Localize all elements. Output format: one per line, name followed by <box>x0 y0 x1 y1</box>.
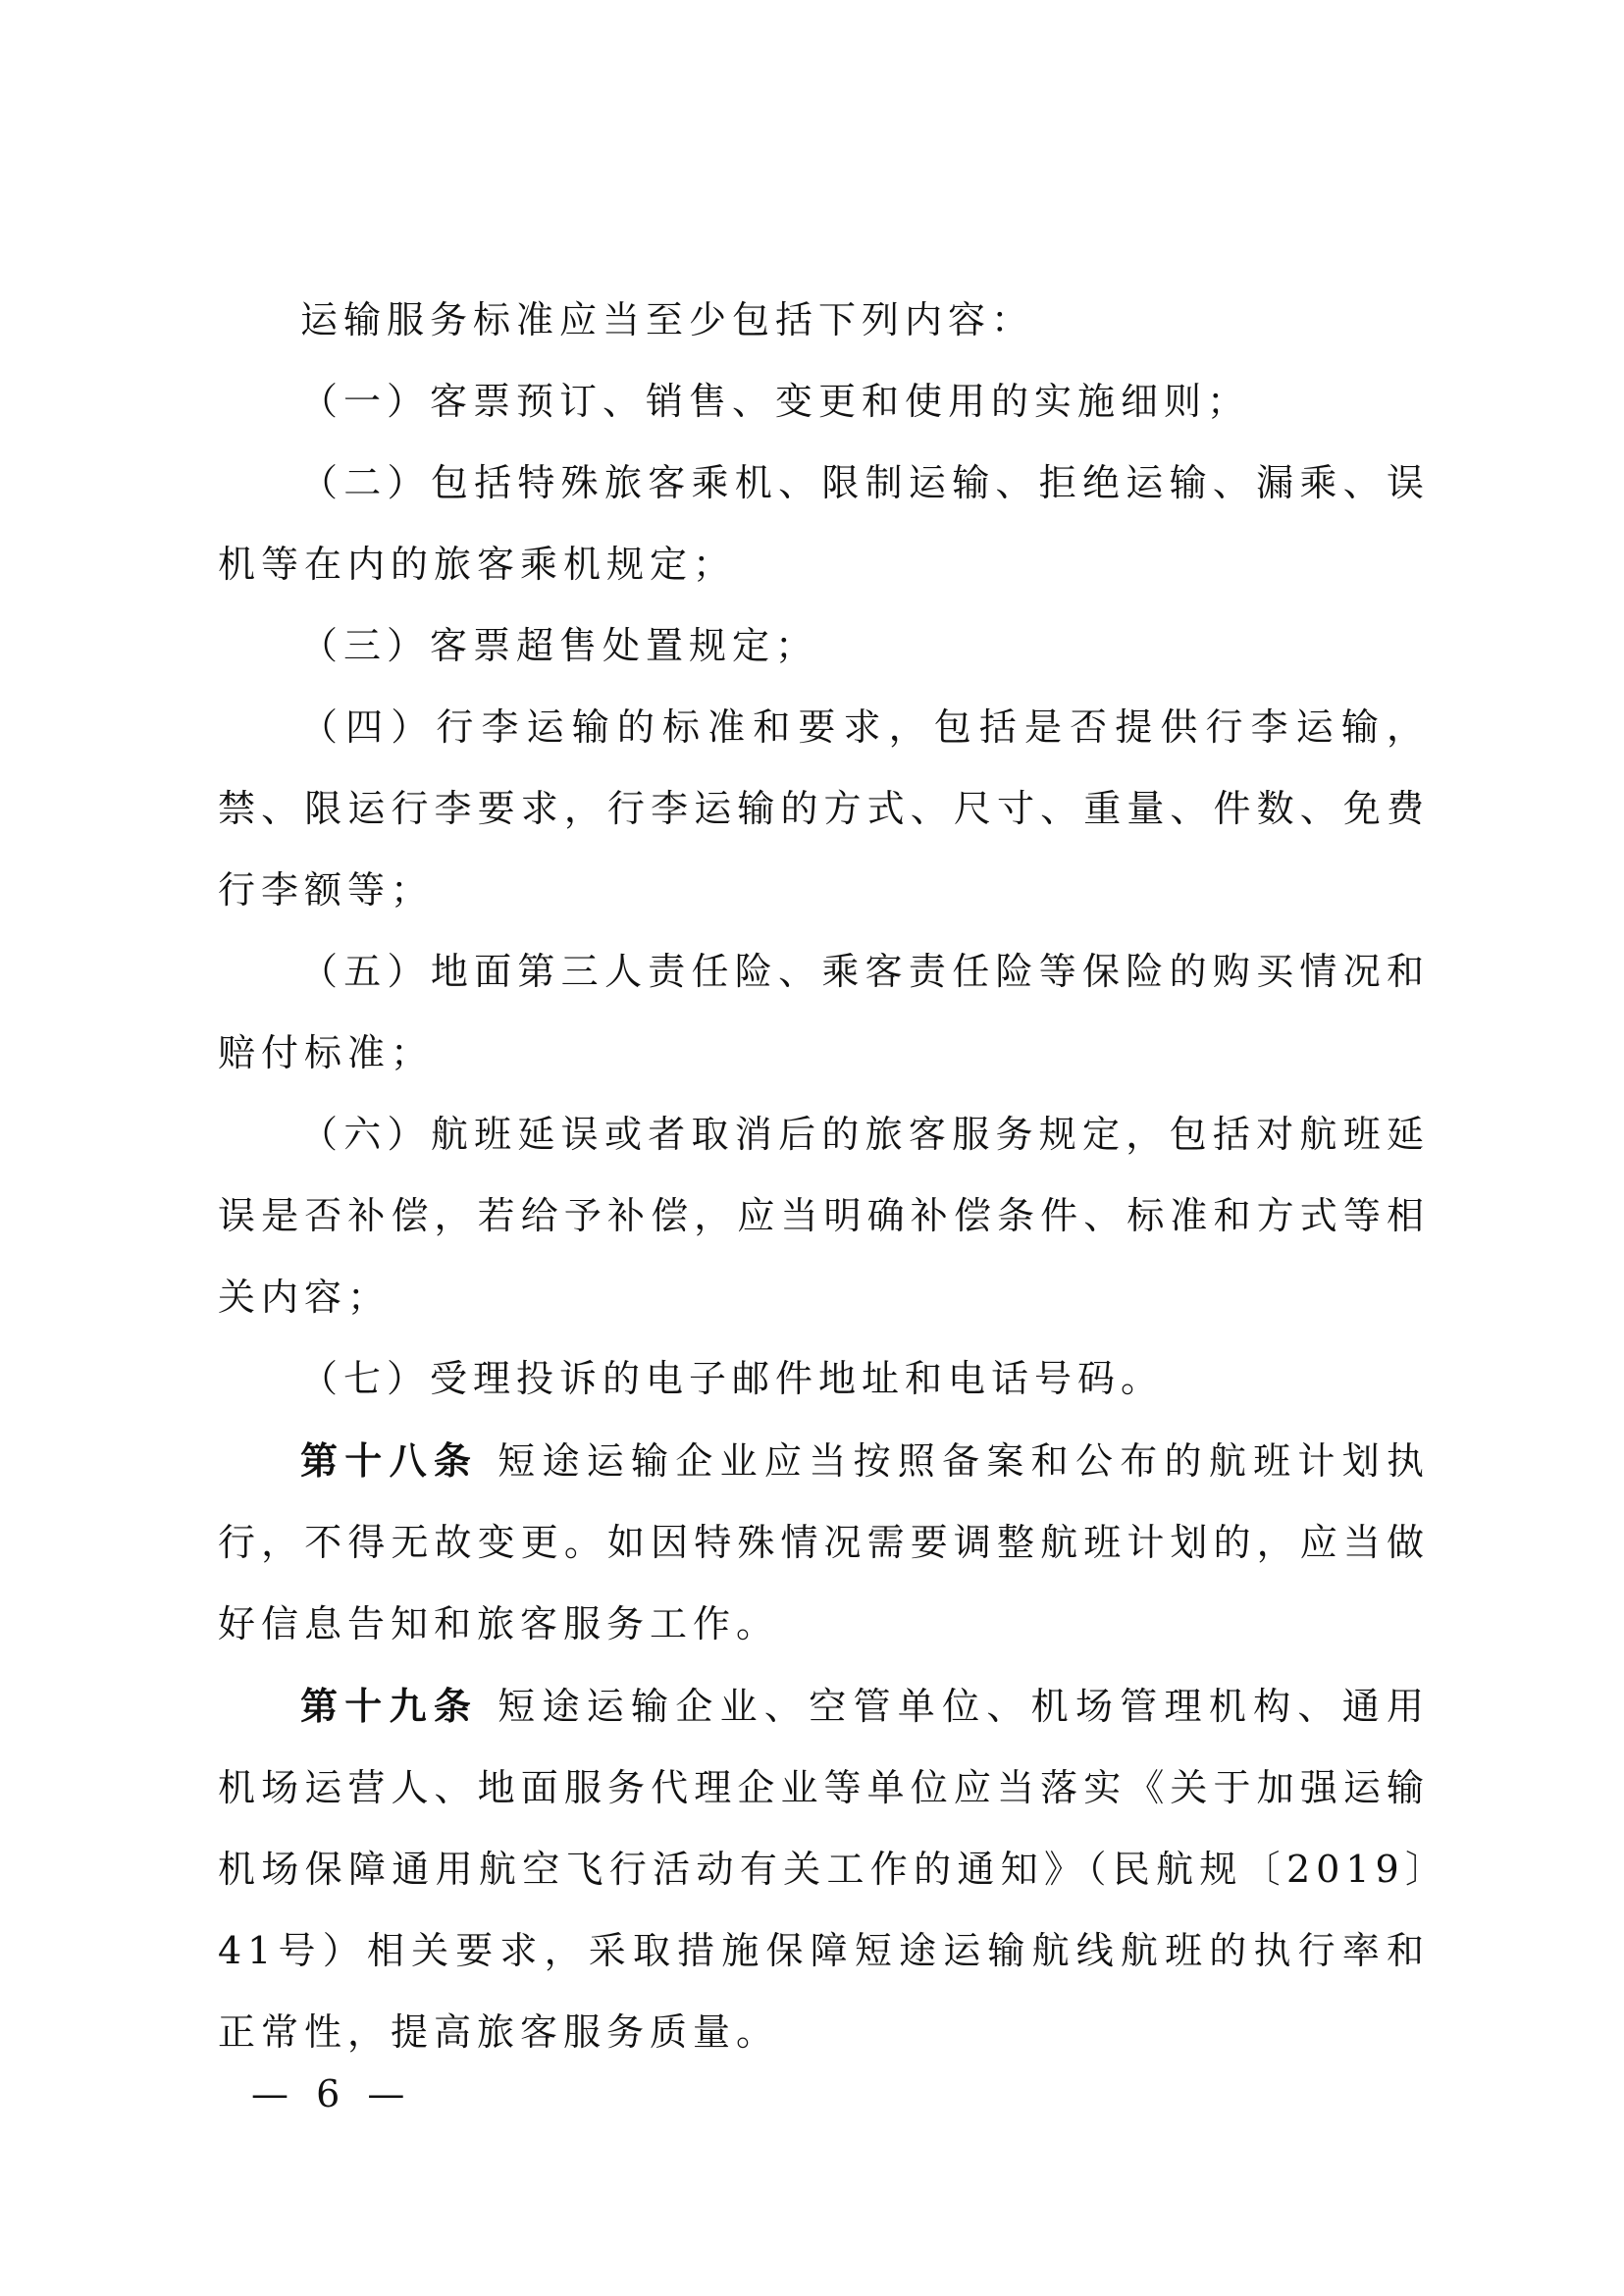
paragraph-text: （二）包括特殊旅客乘机、限制运输、拒绝运输、漏乘、误机等在内的旅客乘机规定； <box>218 461 1430 586</box>
article-18 <box>218 1420 1430 1665</box>
page-number: — 6 — <box>251 2072 413 2115</box>
article-text: 短途运输企业应当按照备案和公布的航班计划执行，不得无故变更。如因特殊情况需要调整航班计划的，应当做好信息告知和旅客服务工作。 <box>218 1439 1430 1645</box>
article-19 <box>218 1665 1430 2073</box>
paragraph-item-7 <box>218 1338 1430 1420</box>
article-heading: 第十八条 <box>300 1438 479 1483</box>
paragraph-item-3 <box>218 605 1430 687</box>
article-text: 短途运输企业、空管单位、机场管理机构、通用机场运营人、地面服务代理企业等单位应当落实《关于加强运输机场保障通用航空飞行活动有关工作的通知》（民航规〔2019〕41号）相关要求，采取措施保障短途运输航线航班的执行率和正常性，提高旅客服务质量。 <box>218 1685 1430 2054</box>
paragraph-text: （五）地面第三人责任险、乘客责任险等保险的购买情况和赔付标准； <box>218 950 1430 1074</box>
paragraph-item-6 <box>218 1094 1430 1338</box>
paragraph-intro <box>218 280 1430 361</box>
paragraph-item-1 <box>218 361 1430 443</box>
paragraph-text: （三）客票超售处置规定； <box>300 624 819 667</box>
paragraph-text: 运输服务标准应当至少包括下列内容： <box>300 298 1035 341</box>
paragraph-text: （七）受理投诉的电子邮件地址和电话号码。 <box>300 1357 1165 1400</box>
paragraph-item-5 <box>218 931 1430 1094</box>
paragraph-item-4 <box>218 687 1430 931</box>
paragraph-text: （六）航班延误或者取消后的旅客服务规定，包括对航班延误是否补偿，若给予补偿，应当明确补偿条件、标准和方式等相关内容； <box>218 1113 1430 1319</box>
article-heading: 第十九条 <box>300 1684 479 1728</box>
paragraph-text: （一）客票预订、销售、变更和使用的实施细则； <box>300 380 1251 423</box>
document-body <box>218 280 1430 2073</box>
paragraph-text: （四）行李运输的标准和要求，包括是否提供行李运输，禁、限运行李要求，行李运输的方式、尺寸、重量、件数、免费行李额等； <box>218 705 1430 912</box>
paragraph-item-2 <box>218 443 1430 605</box>
